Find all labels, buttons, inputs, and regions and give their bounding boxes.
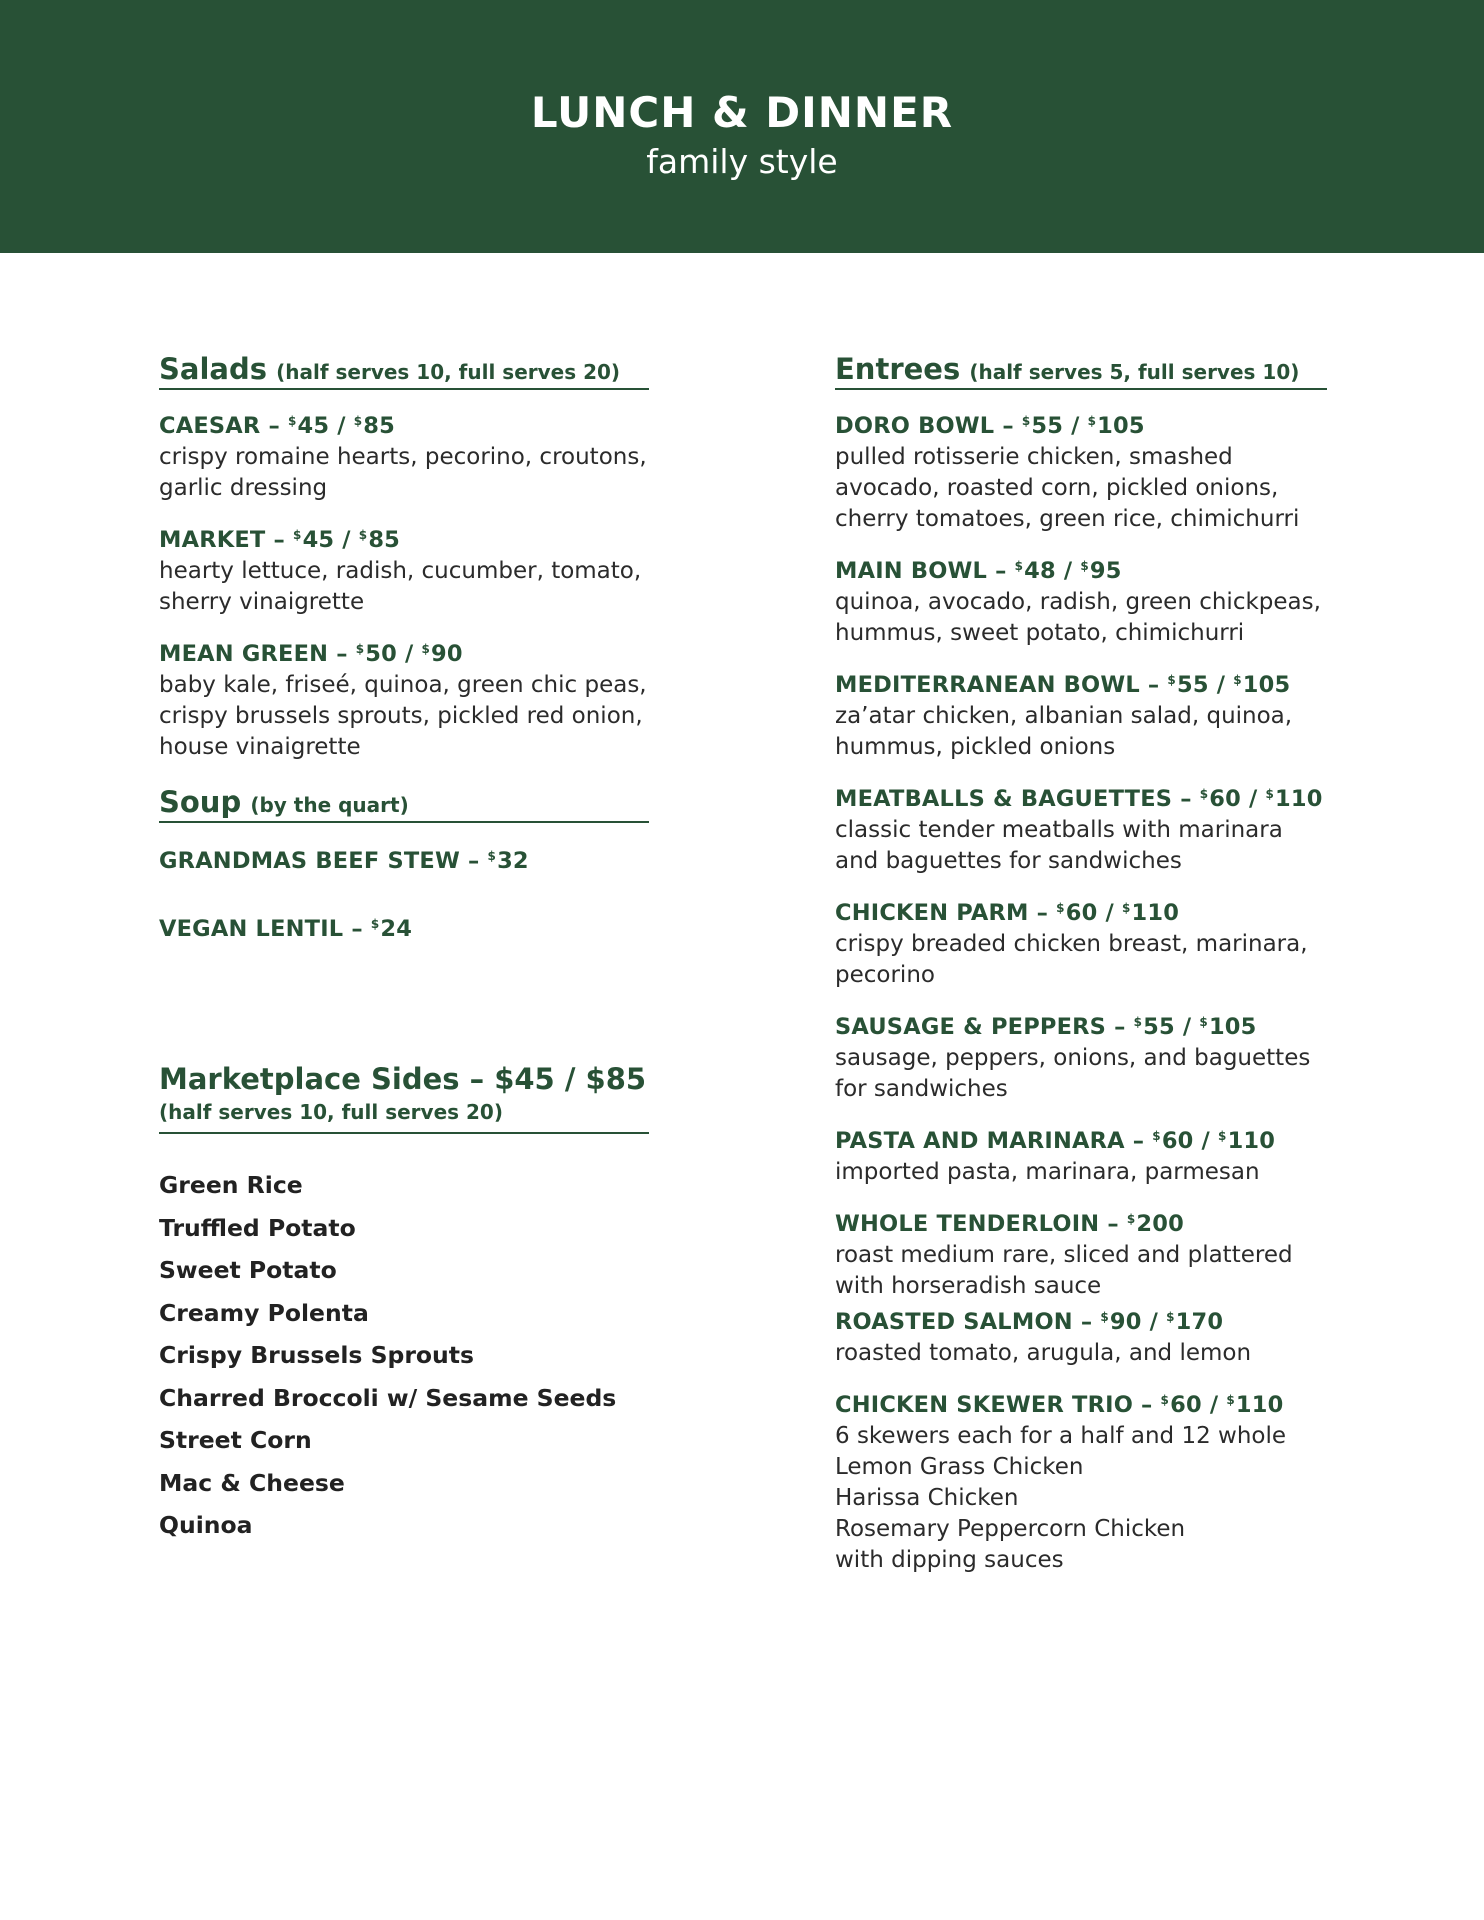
menu-item: [835, 1204, 1327, 1302]
menu-item: [159, 406, 649, 504]
menu-header: [0, 0, 1484, 253]
item-name: MEAN GREEN – $50 / $90: [159, 641, 463, 667]
item-description: classic tender meatballs with marinara and baguettes for sandwiches: [835, 817, 1283, 874]
menu-item: [835, 779, 1327, 877]
item-name: SAUSAGE & PEPPERS – $55 / $105: [835, 1014, 1257, 1040]
item-description: Lemon Grass Chicken: [835, 1454, 1084, 1480]
item-name: DORO BOWL – $55 / $105: [835, 413, 1145, 439]
sides-list: [159, 1164, 649, 1547]
item-name: CHICKEN PARM – $60 / $110: [835, 900, 1180, 926]
item-name: VEGAN LENTIL – $24: [159, 916, 413, 942]
soup-title: Soup: [159, 785, 242, 819]
left-column: [159, 352, 649, 1547]
item-description: crispy romaine hearts, pecorino, croutons, garlic dressing: [159, 444, 647, 501]
item-description: quinoa, avocado, radish, green chickpeas, hummus, sweet potato, chimichurri: [835, 589, 1321, 646]
salads-note: (half serves 10, full serves 20): [276, 360, 621, 384]
menu-item: [835, 1385, 1327, 1576]
menu-item: [835, 893, 1327, 991]
item-name: MEDITERRANEAN BOWL – $55 / $105: [835, 672, 1291, 698]
item-description: za’atar chicken, albanian salad, quinoa, hummus, pickled onions: [835, 703, 1293, 760]
page-title: LUNCH & DINNER: [530, 88, 954, 137]
list-item: Sweet Potato: [159, 1256, 337, 1284]
item-name: WHOLE TENDERLOIN – $200: [835, 1211, 1184, 1237]
salads-heading: [159, 352, 649, 390]
item-name: MARKET – $45 / $85: [159, 527, 401, 553]
item-name: ROASTED SALMON – $90 / $170: [835, 1309, 1224, 1335]
menu-item: [159, 520, 649, 618]
list-item: Quinoa: [159, 1511, 253, 1539]
item-name: CAESAR – $45 / $85: [159, 413, 396, 439]
item-description: 6 skewers each for a half and 12 whole: [835, 1423, 1287, 1449]
item-description: pulled rotisserie chicken, smashed avocado, roasted corn, pickled onions, cherry tomatoes, green rice, chimichurri: [835, 444, 1300, 532]
menu-item: [835, 665, 1327, 763]
menu-item: [835, 1007, 1327, 1105]
list-item: Street Corn: [159, 1426, 312, 1454]
menu-item: [835, 551, 1327, 649]
salads-title: Salads: [159, 352, 267, 386]
item-description: roasted tomato, arugula, and lemon: [835, 1340, 1252, 1366]
item-description: Harissa Chicken: [835, 1485, 1019, 1511]
list-item: Mac & Cheese: [159, 1468, 345, 1497]
item-name: MAIN BOWL – $48 / $95: [835, 558, 1122, 584]
item-description: crispy breaded chicken breast, marinara, pecorino: [835, 931, 1308, 988]
item-name: MEATBALLS & BAGUETTES – $60 / $110: [835, 786, 1323, 812]
page-subtitle: family style: [646, 142, 838, 181]
item-description: roast medium rare, sliced and plattered with horseradish sauce: [835, 1242, 1293, 1299]
entrees-heading: [835, 352, 1327, 390]
item-name: PASTA AND MARINARA – $60 / $110: [835, 1128, 1276, 1154]
item-description: sausage, peppers, onions, and baguettes for sandwiches: [835, 1045, 1311, 1102]
list-item: Crispy Brussels Sprouts: [159, 1341, 475, 1369]
sides-heading: [159, 1062, 649, 1134]
list-item: Truffled Potato: [159, 1213, 356, 1242]
item-description: Rosemary Peppercorn Chicken: [835, 1516, 1186, 1542]
item-name: CHICKEN SKEWER TRIO – $60 / $110: [835, 1392, 1284, 1418]
list-item: Green Rice: [159, 1171, 303, 1199]
menu-item: [159, 841, 649, 877]
menu-item: [835, 1302, 1327, 1369]
item-description: with dipping sauces: [835, 1547, 1064, 1573]
menu-item: [835, 406, 1327, 535]
sides-title: Marketplace Sides – $45 / $85: [159, 1062, 647, 1096]
item-description: imported pasta, marinara, parmesan: [835, 1159, 1260, 1185]
sides-note: (half serves 10, full serves 20): [159, 1100, 503, 1124]
soup-note: (by the quart): [250, 793, 409, 817]
item-description: baby kale, friseé, quinoa, green chic peas, crispy brussels sprouts, pickled red onion, house vinaigrette: [159, 672, 647, 760]
list-item: Creamy Polenta: [159, 1298, 369, 1327]
item-description: hearty lettuce, radish, cucumber, tomato, sherry vinaigrette: [159, 558, 642, 615]
menu-item: [159, 909, 649, 945]
list-item: Charred Broccoli w/ Sesame Seeds: [159, 1383, 617, 1412]
right-column: [835, 352, 1327, 1576]
menu-item: [159, 634, 649, 763]
menu-item: [835, 1121, 1327, 1188]
item-name: GRANDMAS BEEF STEW – $32: [159, 848, 529, 874]
soup-heading: [159, 785, 649, 823]
entrees-note: (half serves 5, full serves 10): [969, 360, 1300, 384]
entrees-title: Entrees: [835, 352, 961, 386]
